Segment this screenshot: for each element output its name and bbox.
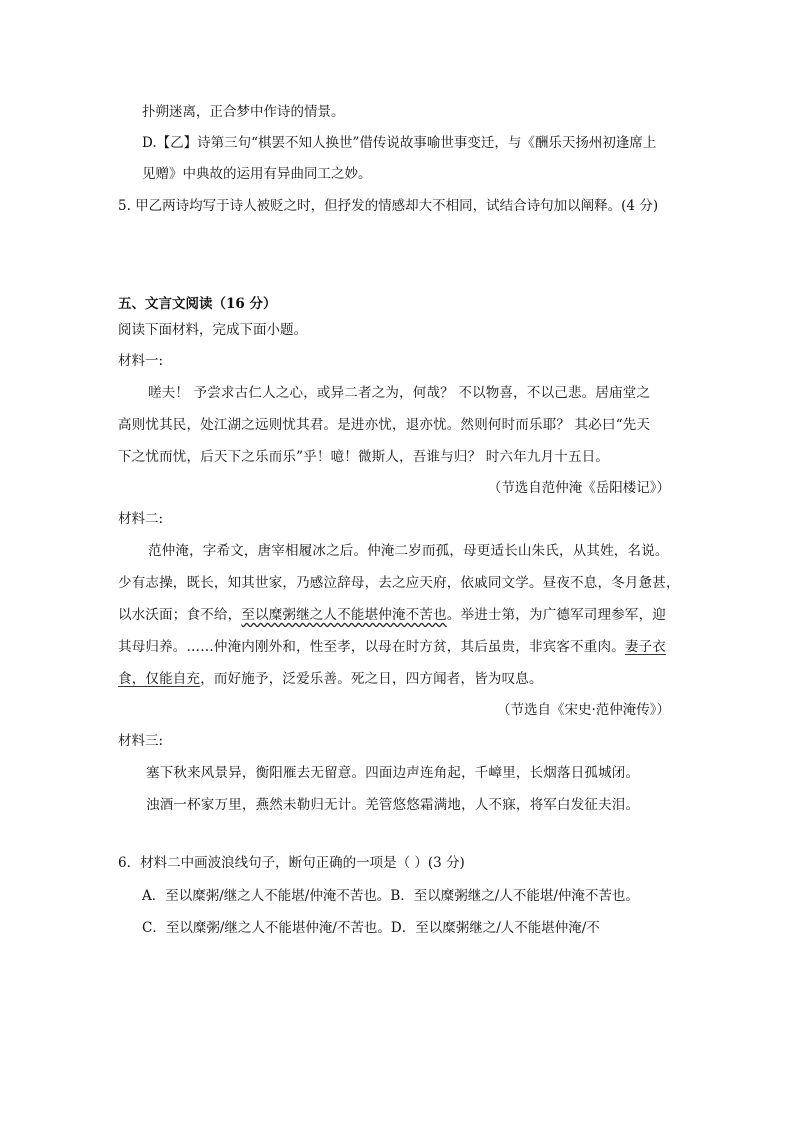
material1-label: 材料一: — [118, 353, 164, 369]
material2-text: 。举进士第，为广德军司理参军，迎 — [446, 607, 667, 623]
material1-line: 高则忧其民，处江湖之远则忧其君。是进亦忧，退亦忧。然则何时而乐耶？ 其必曰“先天 — [118, 417, 651, 433]
material2-text: 以水沃面；食不给， — [118, 607, 242, 623]
material2-line — [118, 669, 543, 689]
question-6: 6．材料二中画波浪线句子，断句正确的一项是（ ）(3 分) — [118, 855, 465, 871]
question-6-options-cd: C．至以糜粥/继之人不能堪仲淹/不苦也。D．至以糜粥继之/人不能堪仲淹/不 — [142, 920, 600, 936]
material2-label: 材料二: — [118, 511, 164, 527]
material1-line: 嗟夫！ 予尝求古仁人之心，或异二者之为，何哉？ 不以物喜，不以己悲。居庙堂之 — [148, 385, 651, 401]
question-5: 5. 甲乙两诗均写于诗人被贬之时，但抒发的情感却大不相同，试结合诗句加以阐释。(4 分) — [118, 198, 659, 214]
material3-line: 浊酒一杯家万里，燕然未勒归无计。羌管悠悠霜满地，人不寐，将军白发征夫泪。 — [146, 797, 640, 813]
section-instruction: 阅读下面材料，完成下面小题。 — [118, 322, 307, 338]
question-6-options-ab: A．至以糜粥/继之人不能堪/仲淹不苦也。B．至以糜粥继之/人不能堪/仲淹不苦也。 — [142, 888, 639, 904]
material2-text: ，而好施予，泛爱乐善。死之日，四方闻者，皆为叹息。 — [200, 671, 543, 687]
option-c-continuation: 扑朔迷离，正合梦中作诗的情景。 — [142, 104, 345, 120]
material3-line: 塞下秋来风景异，衡阳雁去无留意。四面边声连角起，千嶂里，长烟落日孤城闭。 — [146, 765, 640, 781]
section-heading: 五、文言文阅读（16 分） — [118, 296, 277, 312]
material2-line — [118, 605, 666, 625]
option-d-line1: D.【乙】诗第三句“棋罢不知人换世”借传说故事喻世事变迁，与《酬乐天扬州初逢席上 — [142, 135, 657, 151]
underlined-sentence: 食，仅能自充 — [118, 671, 201, 687]
option-d-line2: 见赠》中典故的运用有异曲同工之妙。 — [142, 166, 372, 182]
material2-text: 其母归养。……仲淹内刚外和，性至孝，以母在时方贫，其后虽贵，非宾客不重肉。 — [118, 639, 625, 655]
material1-line: 下之忧而忧，后天下之乐而乐”乎！噫！微斯人，吾谁与归？ 时六年九月十五日。 — [118, 449, 610, 465]
underlined-sentence: 妻子衣 — [624, 639, 667, 655]
material2-line: 范仲淹，字希文，唐宰相履冰之后。仲淹二岁而孤，母更适长山朱氏，从其姓，名说。 — [148, 543, 669, 559]
material1-source: （节选自范仲淹《岳阳楼记》） — [487, 480, 670, 496]
material3-label: 材料三: — [118, 733, 164, 749]
material2-source: （节选自《宋史·范仲淹传》） — [496, 702, 670, 718]
wavy-underlined-sentence: 至以糜粥继之人不能堪仲淹不苦也 — [241, 607, 447, 623]
material2-line: 少有志操，既长，知其世家，乃感泣辞母，去之应天府，依戚同文学。昼夜不息，冬月惫甚， — [118, 575, 680, 591]
material2-line — [118, 637, 666, 657]
